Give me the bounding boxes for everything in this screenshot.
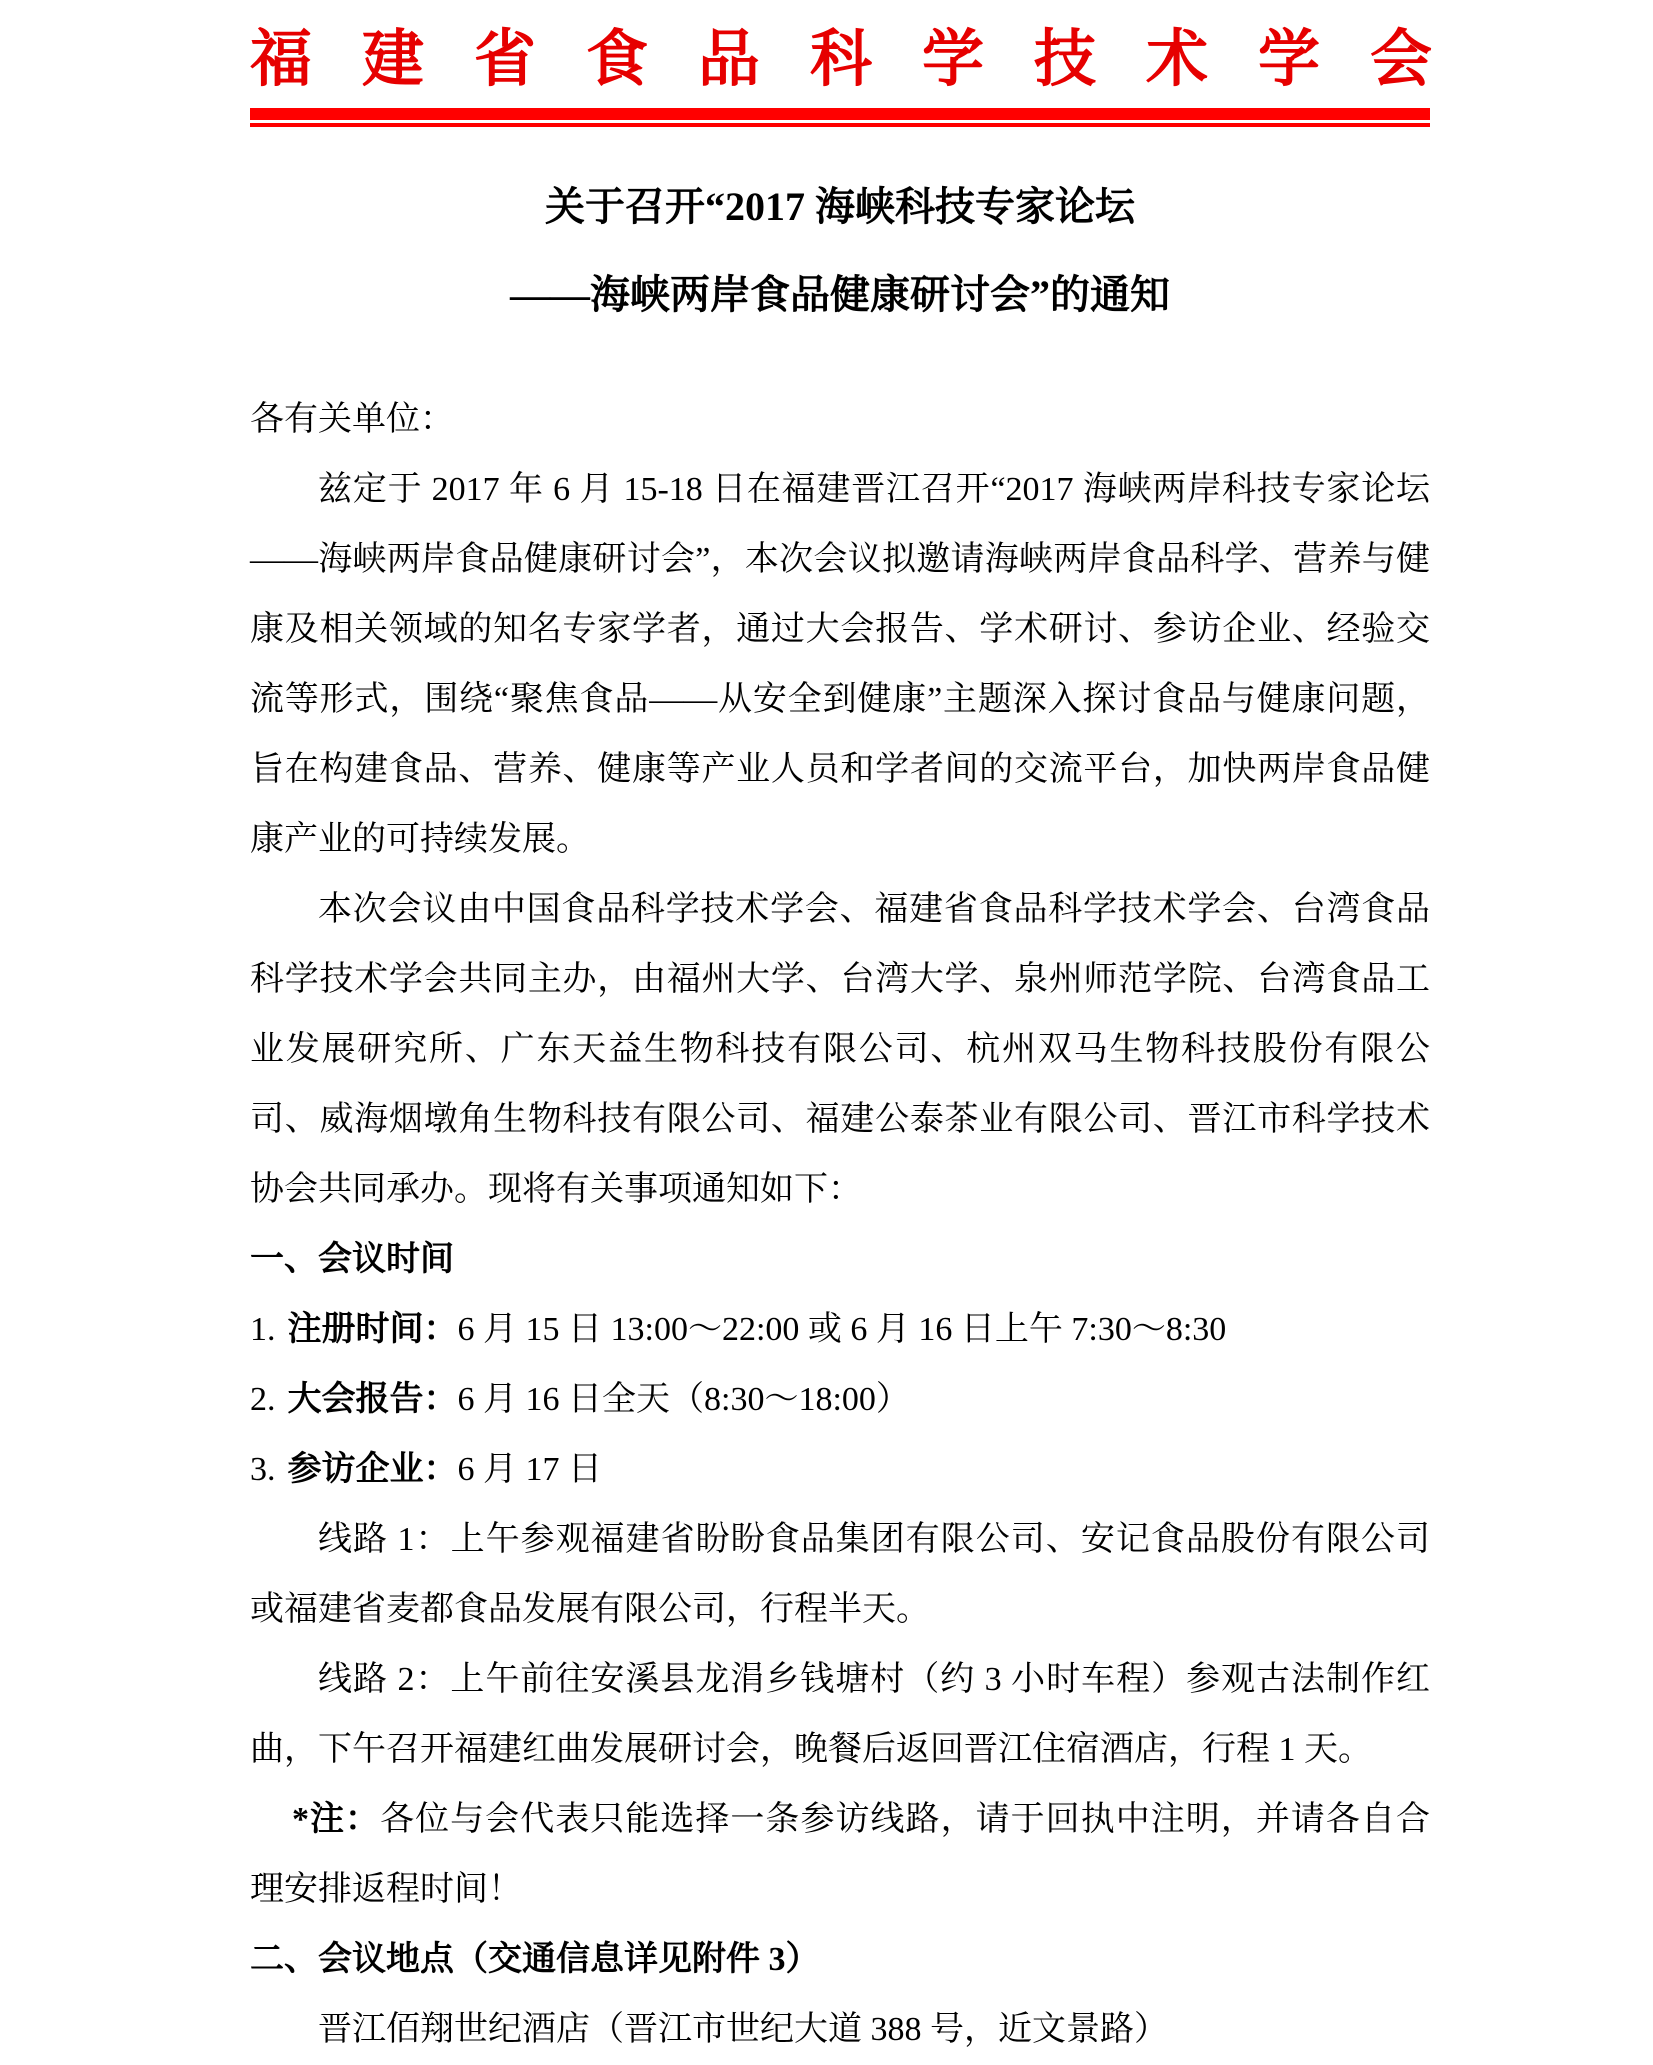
schedule-item-visits: [250, 1435, 1430, 1505]
paragraph-organizers: 本次会议由中国食品科学技术学会、福建省食品科学技术学会、台湾食品科学技术学会共同主办，由福州大学、台湾大学、泉州师范学院、台湾食品工业发展研究所、广东天益生物科技有限公司、杭州双马生物科技股份有限公司、威海烟墩角生物科技有限公司、福建公泰茶业有限公司、晋江市科学技术协会共同承办。现将有关事项通知如下：: [250, 890, 1430, 1208]
schedule-item-number: 1.: [250, 1310, 276, 1348]
section2-heading: 二、会议地点（交通信息详见附件 3）: [250, 1940, 820, 1978]
schedule-item-label: 参访企业：: [287, 1450, 458, 1488]
document-title: [250, 163, 1430, 339]
salutation: 各有关单位：: [250, 400, 454, 438]
paragraph-intro: 兹定于 2017 年 6 月 15-18 日在福建晋江召开“2017 海峡两岸科技专家论坛——海峡两岸食品健康研讨会”，本次会议拟邀请海峡两岸食品科学、营养与健康及相关领域的知名专家学者，通过大会报告、学术研讨、参访企业、经验交流等形式，围绕“聚焦食品——从安全到健康”主题深入探讨食品与健康问题，旨在构建食品、营养、健康等产业人员和学者间的交流平台，加快两岸食品健康产业的可持续发展。: [250, 470, 1430, 858]
schedule-item-text: 6 月 15 日 13:00～22:00 或 6 月 16 日上午 7:30～8:30: [457, 1310, 1227, 1348]
venue-paragraph: 晋江佰翔世纪酒店（晋江市世纪大道 388 号，近文景路）: [318, 2010, 1168, 2048]
section1-heading: 一、会议时间: [250, 1240, 454, 1278]
schedule-item-label: 注册时间：: [287, 1310, 458, 1348]
note-paragraph: [250, 1785, 1430, 1925]
letterhead-org-name: 福建省食品科学技术学会: [250, 26, 1483, 94]
note-label: *注：: [292, 1800, 381, 1838]
schedule-item-registration: [250, 1295, 1430, 1365]
note-text: 各位与会代表只能选择一条参访线路，请于回执中注明，并请各自合理安排返程时间！: [250, 1800, 1430, 1908]
document-title-line1: 关于召开“2017 海峡科技专家论坛: [545, 183, 1135, 229]
schedule-item-number: 3.: [250, 1450, 276, 1488]
document-body: [250, 385, 1430, 2065]
schedule-item-text: 6 月 16 日全天（8:30～18:00）: [457, 1380, 910, 1418]
schedule-item-number: 2.: [250, 1380, 276, 1418]
schedule-item-reports: [250, 1365, 1430, 1435]
schedule-item-label: 大会报告：: [287, 1380, 458, 1418]
document-title-line2: ——海峡两岸食品健康研讨会”的通知: [510, 271, 1170, 317]
letterhead-rule: [250, 108, 1430, 127]
route1-paragraph: 线路 1：上午参观福建省盼盼食品集团有限公司、安记食品股份有限公司或福建省麦都食品发展有限公司，行程半天。: [250, 1520, 1430, 1628]
schedule-item-text: 6 月 17 日: [457, 1450, 602, 1488]
route2-paragraph: 线路 2：上午前往安溪县龙涓乡钱塘村（约 3 小时车程）参观古法制作红曲，下午召开福建红曲发展研讨会，晚餐后返回晋江住宿酒店，行程 1 天。: [250, 1660, 1430, 1768]
